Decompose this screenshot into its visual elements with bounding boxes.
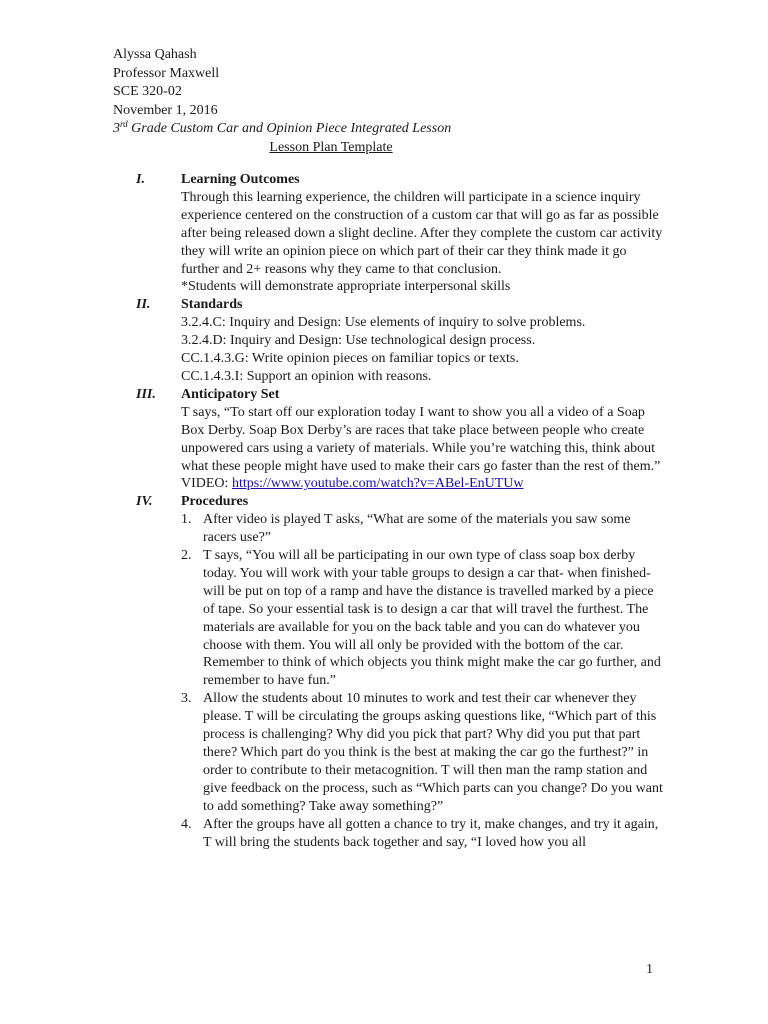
author-name: Alyssa Qahash xyxy=(113,47,197,62)
section-heading: Learning Outcomes xyxy=(181,172,300,187)
course-code: SCE 320-02 xyxy=(113,84,182,99)
learning-outcomes-note: *Students will demonstrate appropriate interpersonal skills xyxy=(181,279,511,295)
step-number: 2. xyxy=(181,548,192,564)
step-text: After video is played T asks, “What are some of the materials you saw some racers use?” xyxy=(203,512,631,546)
procedure-step xyxy=(181,690,666,815)
standard-item: 3.2.4.C: Inquiry and Design: Use elements of inquiry to solve problems. xyxy=(181,315,586,331)
step-number: 3. xyxy=(181,691,192,707)
document-date: November 1, 2016 xyxy=(113,102,218,118)
section-standards xyxy=(136,296,666,386)
lesson-title-text: Grade Custom Car and Opinion Piece Integrated Lesson xyxy=(127,121,452,136)
video-label: VIDEO: xyxy=(181,476,232,492)
step-text: T says, “You will all be participating in our own type of class soap box derby today. You will work with your table groups to design a car that- when finished- will be put on top of a ramp and have the distance is travelled marked by a piece of tape. So your essential task is to design a car that will travel the furthest. The materials are available for you on the back table and you can do whatever you choose with them. You will all only be provided with the bottom of the car. Remember to think of which objects you think might make the car go further, and remember to have fun.” xyxy=(203,548,661,689)
section-heading: Anticipatory Set xyxy=(181,386,280,402)
lesson-title xyxy=(113,120,673,139)
section-numeral: I. xyxy=(136,172,145,187)
section-numeral: IV. xyxy=(136,494,153,510)
template-title: Lesson Plan Template xyxy=(269,139,393,155)
section-numeral: III. xyxy=(136,386,156,402)
procedure-step xyxy=(181,816,666,852)
learning-outcomes-paragraph: Through this learning experience, the children will participate in a science inquiry experience centered on the construction of a custom car that will go as far as possible after being released down a slight decline. After they complete the custom car activity they will write an opinion piece on which part of their car they think made it go further and 2+ reasons why they came to that conclusion. xyxy=(181,189,663,277)
video-line xyxy=(181,475,666,493)
step-text: After the groups have all gotten a chance to try it, make changes, and try it again, T will bring the students back together and say, “I loved how you all xyxy=(203,816,659,850)
standard-item: 3.2.4.D: Inquiry and Design: Use technological design process. xyxy=(181,333,536,349)
page-number: 1 xyxy=(646,962,653,977)
standard-item: CC.1.4.3.I: Support an opinion with reasons. xyxy=(181,368,432,384)
section-learning-outcomes xyxy=(136,171,666,296)
section-heading: Procedures xyxy=(181,494,249,510)
section-procedures xyxy=(136,493,666,851)
section-anticipatory-set xyxy=(136,386,666,493)
anticipatory-set-paragraph: T says, “To start off our exploration today I want to show you all a video of a Soap Box Derby. Soap Box Derby’s are races that take place between people who create unpowered cars using a variety of materials. While you’re watching this, think about what these people might have used to make their cars go faster than the rest of them.” xyxy=(181,404,661,474)
procedure-step xyxy=(181,511,666,547)
video-link[interactable]: https://www.youtube.com/watch?v=ABel-EnUTUw xyxy=(231,476,524,492)
procedure-list xyxy=(181,511,666,851)
lesson-grade: 3 xyxy=(113,121,120,136)
procedure-step xyxy=(181,547,666,690)
standard-item: CC.1.4.3.G: Write opinion pieces on familiar topics or texts. xyxy=(181,351,519,367)
document-header xyxy=(113,46,673,157)
lesson-grade-ordinal: rd xyxy=(120,119,128,129)
step-number: 4. xyxy=(181,816,192,832)
section-heading: Standards xyxy=(181,297,243,313)
section-numeral: II. xyxy=(136,297,151,313)
professor-name: Professor Maxwell xyxy=(113,65,220,81)
step-number: 1. xyxy=(181,512,192,528)
step-text: Allow the students about 10 minutes to work and test their car whenever they please. T will be circulating the groups asking questions like, “Which part of this process is challenging? Why did you pick that part? Why did you put that part there? Which part do you think is the best at making the car go the furthest?” in order to contribute to their metacognition. T will then man the ramp station and give feedback on the process, such as “Which parts can you change? Do you want to add something? Take away something?” xyxy=(203,691,663,814)
lesson-content xyxy=(136,171,666,851)
